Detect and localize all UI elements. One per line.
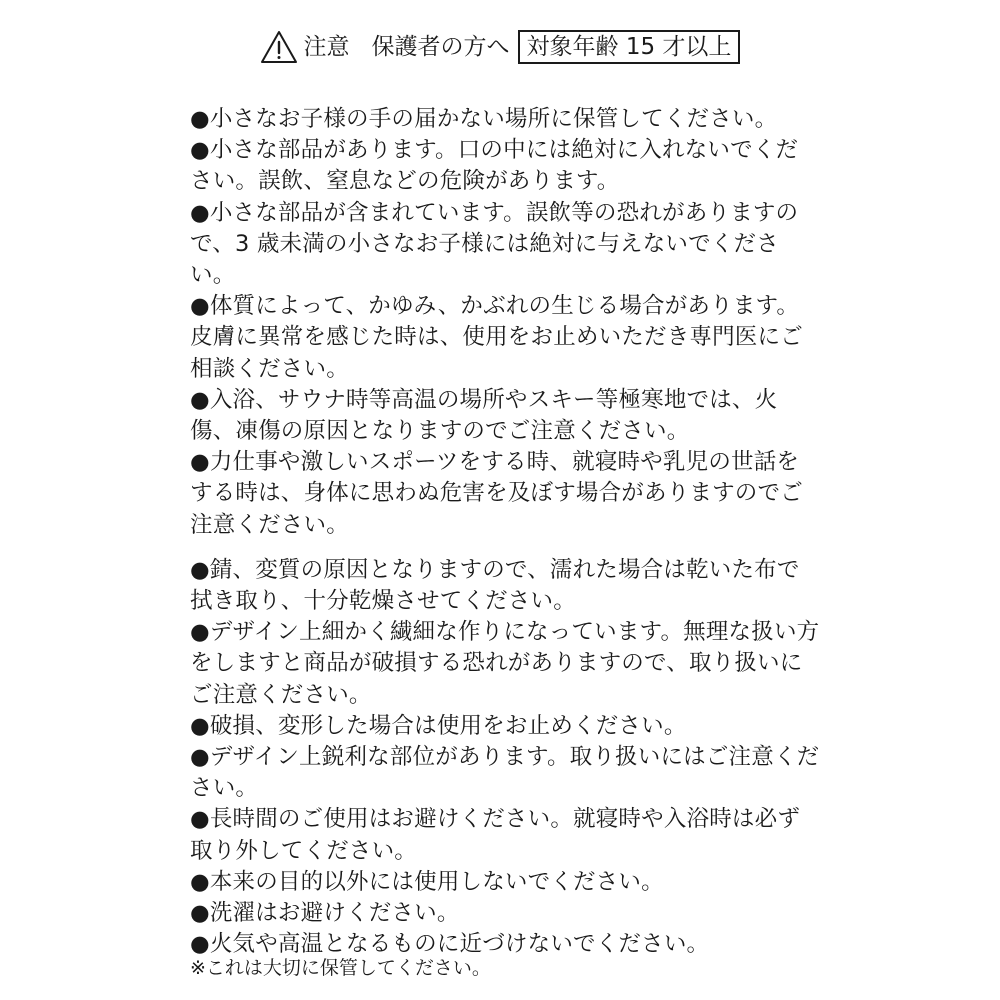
caution-item: ●長時間のご使用はお避けください。就寝時や入浴時は必ず取り外してください。 bbox=[190, 806, 801, 864]
caution-item: ●本来の目的以外には使用しないでください。 bbox=[190, 868, 664, 895]
caution-item: ●火気や高温となるものに近づけないでください。 bbox=[190, 931, 710, 958]
caution-item: ●小さな部品があります。口の中には絶対に入れないでください。誤飲、窒息などの危険があります。 bbox=[190, 137, 799, 195]
caution-label: 注意 bbox=[303, 34, 350, 60]
caution-item: ●入浴、サウナ時等高温の場所やスキー等極寒地では、火傷、凍傷の原因となりますのでご注意ください。 bbox=[190, 386, 778, 445]
caution-item: ●力仕事や激しいスポーツをする時、就寝時や乳児の世話をする時は、身体に思わぬ危害を及ぼす場合がありますのでご注意ください。 bbox=[190, 449, 803, 538]
caution-item: ●体質によって、かゆみ、かぶれの生じる場合があります。皮膚に異常を感じた時は、使用をお止めいただき専門医にご相談ください。 bbox=[190, 293, 803, 382]
caution-header bbox=[0, 30, 1000, 64]
guardian-label: 保護者の方へ bbox=[371, 34, 510, 60]
caution-item: ●錆、変質の原因となりますので、濡れた場合は乾いた布で拭き取り、十分乾燥させてください。 bbox=[190, 556, 800, 615]
caution-item: ●デザイン上鋭利な部位があります。取り扱いにはご注意ください。 bbox=[190, 744, 820, 802]
warning-triangle-icon bbox=[260, 30, 298, 64]
caution-item: ●洗濯はお避けください。 bbox=[190, 900, 460, 927]
caution-item: ●小さなお子様の手の届かない場所に保管してください。 bbox=[190, 106, 778, 132]
storage-note: ※これは大切に保管してください。 bbox=[190, 957, 491, 979]
caution-item: ●小さな部品が含まれています。誤飲等の恐れがありますので、3 歳未満の小さなお子様には絶対に与えないでください。 bbox=[190, 199, 799, 289]
caution-list bbox=[190, 104, 820, 960]
caution-item: ●破損、変形した場合は使用をお止めください。 bbox=[190, 712, 687, 739]
age-rating-badge: 対象年齢 15 才以上 bbox=[518, 30, 741, 64]
caution-item: ●デザイン上細かく繊細な作りになっています。無理な扱い方をしますと商品が破損する恐れがありますので、取り扱いにご注意ください。 bbox=[190, 619, 820, 708]
